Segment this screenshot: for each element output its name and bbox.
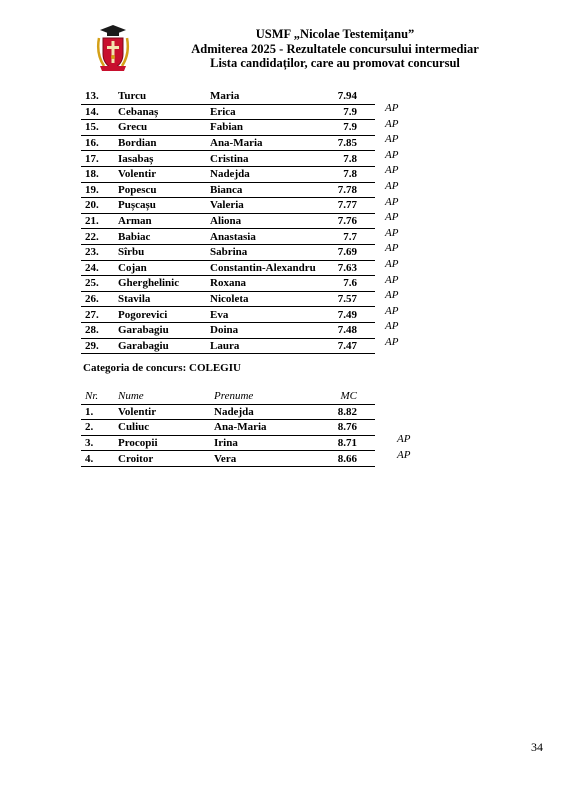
- header-mc: MC: [328, 389, 375, 404]
- cell-ap-status: AP: [385, 196, 399, 208]
- cell-ap-status: AP: [385, 211, 399, 223]
- cell-mc: 7.94: [318, 89, 375, 104]
- cell-ap-status: AP: [385, 336, 399, 348]
- cell-nr: 13.: [81, 89, 114, 104]
- cell-ap-status: AP: [397, 433, 411, 445]
- cell-nume: Turcu: [114, 89, 206, 104]
- header-nume: Nume: [114, 389, 210, 404]
- cell-nr: 1.: [81, 404, 114, 420]
- cell-nume: Procopii: [114, 435, 210, 451]
- cell-nume: Pușcașu: [114, 198, 206, 214]
- cell-prenume: Eva: [206, 307, 318, 323]
- cell-nume: Pogorevici: [114, 307, 206, 323]
- cell-mc: 7.78: [318, 182, 375, 198]
- cell-nume: Cojan: [114, 260, 206, 276]
- cell-ap-status: AP: [385, 258, 399, 270]
- header-nr: Nr.: [81, 389, 114, 404]
- table-row: [81, 229, 375, 245]
- cell-prenume: Laura: [206, 338, 318, 354]
- cell-ap-status: AP: [385, 149, 399, 161]
- cell-ap-status: AP: [385, 242, 399, 254]
- cell-prenume: Doina: [206, 322, 318, 338]
- cell-nr: 25.: [81, 276, 114, 292]
- table-row: [81, 166, 375, 182]
- table-row: [81, 260, 375, 276]
- cell-mc: 8.71: [328, 435, 375, 451]
- cell-nr: 19.: [81, 182, 114, 198]
- cell-nume: Garabagiu: [114, 338, 206, 354]
- cell-prenume: Sabrina: [206, 244, 318, 260]
- document-header: [140, 27, 530, 71]
- cell-nume: Stavila: [114, 291, 206, 307]
- cell-prenume: Aliona: [206, 213, 318, 229]
- cell-nr: 18.: [81, 166, 114, 182]
- cell-prenume: Ana-Maria: [206, 135, 318, 151]
- table-row: [81, 451, 375, 467]
- cell-prenume: Erica: [206, 104, 318, 120]
- table-row: [81, 120, 375, 136]
- cell-nume: Sîrbu: [114, 244, 206, 260]
- cell-nr: 26.: [81, 291, 114, 307]
- cell-mc: 7.85: [318, 135, 375, 151]
- table-row: [81, 435, 375, 451]
- cell-nume: Gherghelinic: [114, 276, 206, 292]
- table-row: [81, 182, 375, 198]
- cell-mc: 7.8: [318, 151, 375, 167]
- cell-nume: Cebanaș: [114, 104, 206, 120]
- cell-nume: Popescu: [114, 182, 206, 198]
- table-row: [81, 213, 375, 229]
- table-row: [81, 244, 375, 260]
- cell-nume: Arman: [114, 213, 206, 229]
- cell-ap-status: AP: [385, 305, 399, 317]
- cell-prenume: Irina: [210, 435, 328, 451]
- cell-prenume: Nadejda: [206, 166, 318, 182]
- cell-nume: Culiuc: [114, 420, 210, 436]
- category-label: Categoria de concurs: COLEGIU: [83, 362, 241, 374]
- cell-nr: 17.: [81, 151, 114, 167]
- cell-nr: 4.: [81, 451, 114, 467]
- cell-mc: 7.6: [318, 276, 375, 292]
- cell-nr: 21.: [81, 213, 114, 229]
- cell-nume: Grecu: [114, 120, 206, 136]
- cell-ap-status: AP: [385, 289, 399, 301]
- table-row: [81, 404, 375, 420]
- cell-nume: Babiac: [114, 229, 206, 245]
- header-prenume: Prenume: [210, 389, 328, 404]
- cell-ap-status: AP: [385, 118, 399, 130]
- cell-mc: 7.76: [318, 213, 375, 229]
- page-number: 34: [531, 740, 543, 754]
- cell-ap-status: AP: [385, 274, 399, 286]
- results-table-main: [81, 89, 399, 354]
- cell-nume: Garabagiu: [114, 322, 206, 338]
- cell-nume: Volentir: [114, 404, 210, 420]
- cell-mc: 7.9: [318, 104, 375, 120]
- header-institution: USMF „Nicolae Testemițanu”: [255, 27, 415, 41]
- cell-nr: 16.: [81, 135, 114, 151]
- table-row: [81, 291, 375, 307]
- cell-nr: 2.: [81, 420, 114, 436]
- cell-ap-status: AP: [385, 102, 399, 114]
- table-row: [81, 104, 375, 120]
- cell-nume: Iasabaș: [114, 151, 206, 167]
- cell-ap-status: AP: [385, 180, 399, 192]
- table-row: [81, 89, 375, 104]
- cell-mc: 7.69: [318, 244, 375, 260]
- cell-nr: 3.: [81, 435, 114, 451]
- header-subtitle: Lista candidaților, care au promovat concursul: [210, 56, 460, 70]
- cell-mc: 7.47: [318, 338, 375, 354]
- cell-ap-status: AP: [385, 164, 399, 176]
- cell-ap-status: AP: [385, 227, 399, 239]
- cell-nr: 20.: [81, 198, 114, 214]
- usmf-crest-logo: [96, 24, 130, 72]
- table-row: [81, 198, 375, 214]
- cell-nume: Croitor: [114, 451, 210, 467]
- cell-nr: 23.: [81, 244, 114, 260]
- cell-nr: 14.: [81, 104, 114, 120]
- cell-mc: 8.76: [328, 420, 375, 436]
- table-row: [81, 322, 375, 338]
- cell-mc: 8.66: [328, 451, 375, 467]
- cell-prenume: Roxana: [206, 276, 318, 292]
- cell-prenume: Cristina: [206, 151, 318, 167]
- results-table-colegiu: [81, 389, 411, 467]
- cell-nr: 24.: [81, 260, 114, 276]
- cell-nr: 15.: [81, 120, 114, 136]
- header-title: Admiterea 2025 - Rezultatele concursului intermediar: [191, 41, 479, 56]
- cell-nr: 29.: [81, 338, 114, 354]
- table-row: [81, 151, 375, 167]
- cell-nume: Bordian: [114, 135, 206, 151]
- table-row: [81, 420, 375, 436]
- cell-mc: 7.49: [318, 307, 375, 323]
- cell-ap-status: AP: [385, 320, 399, 332]
- cell-prenume: Bianca: [206, 182, 318, 198]
- table-row: [81, 338, 375, 354]
- table-row: [81, 307, 375, 323]
- cell-mc: 7.7: [318, 229, 375, 245]
- cell-mc: 8.82: [328, 404, 375, 420]
- cell-nr: 22.: [81, 229, 114, 245]
- cell-mc: 7.8: [318, 166, 375, 182]
- table-row: [81, 276, 375, 292]
- table-row: [81, 135, 375, 151]
- cell-ap-status: AP: [385, 133, 399, 145]
- cell-prenume: Anastasia: [206, 229, 318, 245]
- cell-ap-status: AP: [397, 449, 411, 461]
- cell-mc: 7.9: [318, 120, 375, 136]
- cell-prenume: Vera: [210, 451, 328, 467]
- cell-mc: 7.48: [318, 322, 375, 338]
- cell-mc: 7.77: [318, 198, 375, 214]
- table-header-row: [81, 389, 375, 404]
- cell-nr: 28.: [81, 322, 114, 338]
- cell-prenume: Nadejda: [210, 404, 328, 420]
- cell-prenume: Ana-Maria: [210, 420, 328, 436]
- cell-prenume: Constantin-Alexandru: [206, 260, 318, 276]
- cell-prenume: Fabian: [206, 120, 318, 136]
- cell-nume: Volentir: [114, 166, 206, 182]
- cell-mc: 7.57: [318, 291, 375, 307]
- cell-prenume: Nicoleta: [206, 291, 318, 307]
- cell-nr: 27.: [81, 307, 114, 323]
- cell-mc: 7.63: [318, 260, 375, 276]
- cell-prenume: Valeria: [206, 198, 318, 214]
- cell-prenume: Maria: [206, 89, 318, 104]
